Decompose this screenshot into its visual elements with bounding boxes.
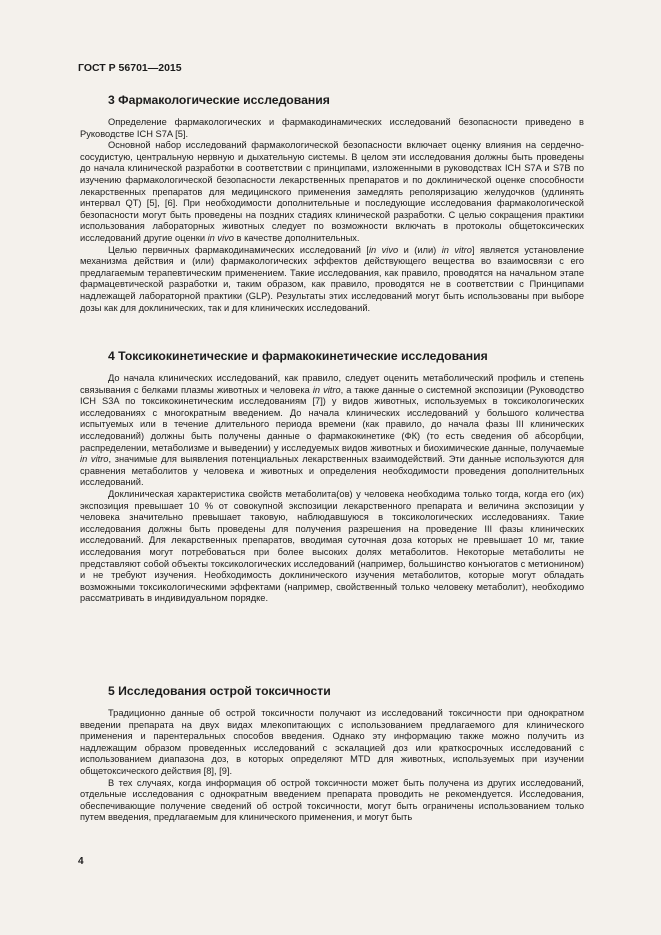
section-title: 4 Токсикокинетические и фармакокинетические исследования	[108, 349, 488, 363]
page-number: 4	[78, 856, 84, 867]
paragraph: До начала клинических исследований, как правило, следует оценить метаболический профиль и степень связывания с белками плазмы животных и человека in vitro, а также данные о системной экспозиции (Руководство ICH S3A по токсикокинетическим исследованиям [7]) у видов животных, используемых в токсикологических исследованиях с многократным введением. До начала клинических исследований у большого количества испытуемых или в течение длительного периода времени (как правило, до начала фазы III клинических исследований) должны быть получены данные о фармакокинетике (ФК) (то есть сведения об абсорбции, распределении, метаболизме и выведении) у исследуемых видов животных и биохимические данные, получаемые in vitro, значимые для выявления потенциальных лекарственных взаимодействий. Эти данные используются для сравнения метаболитов у человека и животных и определения необходимости проведения дополнительных исследований.	[80, 373, 584, 488]
section-title: 5 Исследования острой токсичности	[108, 684, 331, 698]
paragraph: Традиционно данные об острой токсичности получают из исследований токсичности при однократном введении препарата на двух видах млекопитающих с использованием предлагаемого для клинического применения и парентеральных способов введения. Однако эту информацию также можно получить из надлежащим образом проведенных исследований с эскалацией доз или краткосрочных исследований с использованием диапазона доз, в которых определяют MTD для животных, используемых при изучении общетоксического действия [8], [9].	[80, 708, 584, 776]
document-header: ГОСТ Р 56701—2015	[78, 62, 182, 74]
section-3	[80, 92, 584, 314]
paragraph: Целью первичных фармакодинамических исследований [in vivo и (или) in vitro] является установление механизма действия и (или) фармакологических эффектов действующего вещества во взаимосвязи с его предлагаемым терапевтическим применением. Такие исследования, как правило, проводятся на начальном этапе фармацевтической разработки и, таким образом, как правило, проводятся не в соответствии с Принципами надлежащей лабораторной практики (GLP). Результаты этих исследований могут быть использованы при выборе дозы как для доклинических, так и для клинических исследований.	[80, 244, 584, 313]
paragraph: Определение фармакологических и фармакодинамических исследований безопасности приведено в Руководстве ICH S7A [5].	[80, 117, 584, 139]
paragraph: Основной набор исследований фармакологической безопасности включает оценку влияния на сердечно-сосудистую, центральную нервную и дыхательную системы. В целом эти исследования должны быть проведены до начала клинической разработки в соответствии с принципами, изложенными в руководствах ICH S7A и S7B по изучению фармакологической безопасности лекарственных препаратов и по доклинической оценке способности лекарственных препаратов для медицинского применения замедлять реполяризацию желудочков (удлинять интервал QT) [5], [6]. При необходимости дополнительные и последующие исследования фармакологической безопасности могут быть проведены на поздних стадиях клинической разработки. С целью сокращения практики использования лабораторных животных следует по возможности включать в протоколы общетоксических исследований другие оценки in vivo в качестве дополнительных.	[80, 140, 584, 243]
section-5	[80, 683, 584, 824]
paragraph: Доклиническая характеристика свойств метаболита(ов) у человека необходима только тогда, когда его (их) экспозиция превышает 10 % от совокупной экспозиции лекарственного препарата и величина экспозиции у человека значительно превышает таковую, наблюдавшуюся в токсикологических исследованиях. Такие исследования должны быть проведены для получения разрешения на проведение III фазы клинических исследований. Для лекарственных препаратов, вводимая суточная доза которых не превышает 10 мг, такие исследования могут потребоваться при более высоких долях метаболитов. Некоторые метаболиты не представляют собой объекты токсикологических исследований (например, большинство конъюгатов с метионином) и не требуют изучения. Необходимость доклинического изучения метаболитов, которые могут обладать возможными токсикологическими эффектами (например, свойственный только человеку метаболит), необходимо рассматривать в индивидуальном порядке.	[80, 488, 584, 604]
paragraph: В тех случаях, когда информация об острой токсичности может быть получена из других исследований, отдельные исследования с однократным введением препарата проводить не рекомендуется. Исследования, обеспечивающие получение сведений об острой токсичности, могут быть ограничены использованием только путем введения, предлагаемым для клинического применения, и могут быть	[80, 777, 584, 823]
section-4	[80, 348, 584, 605]
section-title: 3 Фармакологические исследования	[108, 93, 330, 107]
